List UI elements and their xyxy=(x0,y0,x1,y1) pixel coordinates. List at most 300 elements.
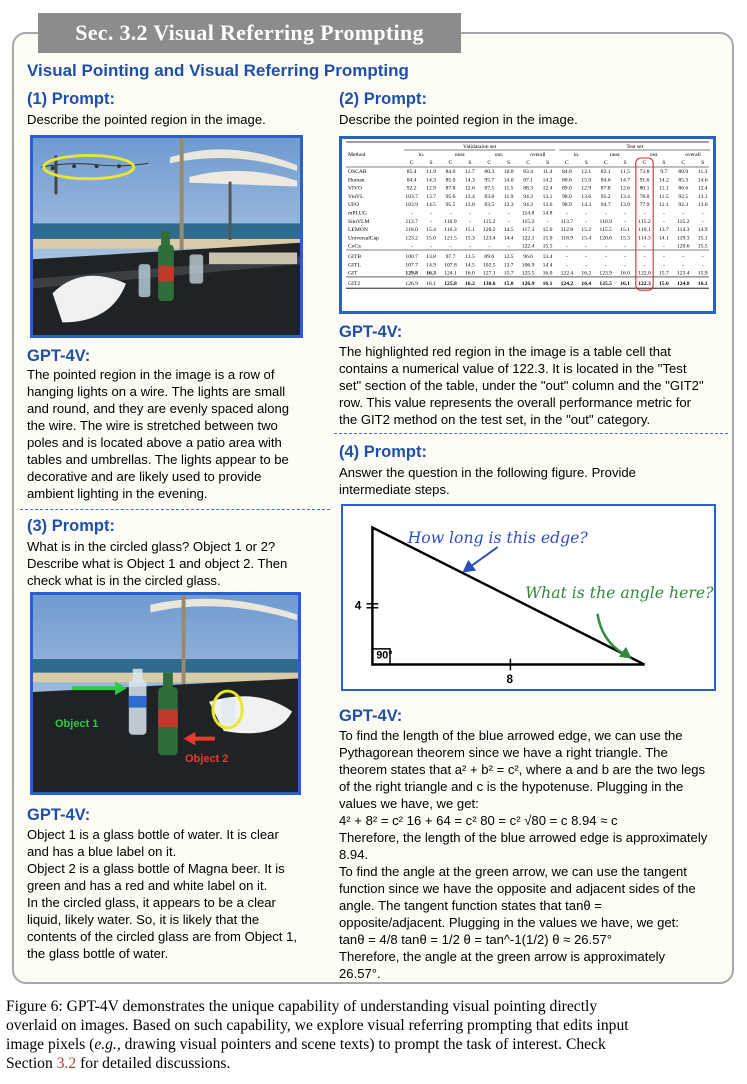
table-metric-header: C xyxy=(526,160,530,166)
answer3-line: the glass bottle of water. xyxy=(27,946,169,961)
table-cell: 15.2 xyxy=(581,227,592,234)
table-cell: 94.7 xyxy=(600,202,611,209)
table-cell: 113.7 xyxy=(560,218,574,225)
table-cell: 96.6 xyxy=(523,254,533,260)
table-cell: 15.5 xyxy=(697,243,708,250)
table-cell: 13.1 xyxy=(542,193,553,200)
divider-left xyxy=(20,509,330,510)
table-cell: - xyxy=(430,243,433,250)
answer3-line: and has a blue label on it. xyxy=(27,844,177,859)
angle-question-text: What is the angle here? xyxy=(525,582,714,602)
answer2-line: the GIT2 method on the test set, in the "out" category. xyxy=(339,412,651,427)
table-cell: - xyxy=(410,243,413,250)
answer4-line: Pythagorean theorem since we have a right triangle. The xyxy=(339,745,668,760)
table-cell: 14.6 xyxy=(697,177,708,184)
table-cell: 16.4 xyxy=(581,280,592,287)
table-cell: 14.2 xyxy=(542,177,553,184)
table-metric-header: S xyxy=(468,160,472,166)
table-cell: - xyxy=(468,210,471,217)
table-cell: - xyxy=(624,218,627,225)
answer4-line: theorem states that a² + b² = c², where a and b are the two legs xyxy=(339,762,706,777)
table-row-label: SimVLM xyxy=(348,218,370,225)
table-metric-header: C xyxy=(487,160,492,166)
table-cell: 122.4 xyxy=(521,243,535,250)
table-metric-header: S xyxy=(507,160,511,166)
table-sub-header: in. xyxy=(418,152,425,158)
table-cell: - xyxy=(604,254,607,260)
table-cell: 14.5 xyxy=(465,262,475,269)
answer1-line: The pointed region in the image is a row of xyxy=(27,367,275,382)
prompt2-text: Describe the pointed region in the image. xyxy=(339,112,578,127)
table-cell: 14.7 xyxy=(620,177,630,184)
table-row-label: GITB xyxy=(348,254,362,260)
table-cell: - xyxy=(624,243,627,250)
table-cell: - xyxy=(662,262,665,269)
table-cell: 13.6 xyxy=(581,193,592,200)
table-cell: 95.5 xyxy=(445,202,456,209)
table-cell: 103.7 xyxy=(405,193,418,200)
section-ref-link[interactable]: 3.2 xyxy=(56,1055,77,1072)
patio-photo-1 xyxy=(30,135,303,338)
table-cell: 15.4 xyxy=(426,227,436,234)
prompt2-title: (2) Prompt: xyxy=(339,90,427,108)
table-cell: 85.3 xyxy=(678,177,689,184)
table-cell: 110.9 xyxy=(599,218,612,225)
section-tab: Sec. 3.2 Visual Referring Prompting xyxy=(38,13,461,53)
table-cell: 107.8 xyxy=(444,262,457,269)
answer4-line: angle. The tangent function states that tanθ = xyxy=(339,898,602,913)
table-cell: 15.3 xyxy=(465,235,475,242)
table-cell: 92.2 xyxy=(406,185,417,192)
table-cell: 95.2 xyxy=(600,193,611,200)
table-cell: 123.2 xyxy=(405,235,418,242)
table-cell: 12.1 xyxy=(581,169,592,175)
table-cell: 120.6 xyxy=(599,235,612,242)
table-row-label: GIT xyxy=(348,270,358,277)
table-cell: 78.0 xyxy=(639,193,650,200)
prompt4-line: Answer the question in the following figure. Provide xyxy=(339,465,636,480)
table-cell: - xyxy=(585,210,588,217)
table-cell: 73.8 xyxy=(639,169,650,175)
table-cell: 16.2 xyxy=(581,270,592,277)
answer3-line: contents of the circled glass are from Object 1, xyxy=(27,929,298,944)
table-cell: 124.8 xyxy=(677,280,690,287)
table-cell: - xyxy=(585,218,588,225)
prompt3-text xyxy=(27,538,287,589)
table-cell: 10.0 xyxy=(503,169,514,175)
table-cell: 15.0 xyxy=(581,177,592,184)
table-cell: 15.6 xyxy=(659,280,669,287)
answer2-line: row. This value represents the overall performance metric for xyxy=(339,395,691,410)
table-cell: 123.9 xyxy=(599,270,612,277)
table-sub-header: out. xyxy=(494,152,504,158)
caption-text: , drawing visual pointers and scene texts) to prompt the task of interest. Check xyxy=(116,1036,606,1053)
answer4-line: 26.57°. xyxy=(339,966,381,981)
table-cell: 16.1 xyxy=(542,280,553,287)
table-cell: 89.6 xyxy=(484,254,495,260)
table-cell: - xyxy=(682,210,685,217)
table-cell: - xyxy=(701,262,704,269)
table-cell: - xyxy=(449,210,452,217)
table-cell: 16.1 xyxy=(426,280,436,287)
table-cell: - xyxy=(507,218,510,225)
table-row-label: UniversalCap xyxy=(348,235,379,242)
answer1-line: poles and is located above a patio area with xyxy=(27,435,282,450)
table-cell: 126.9 xyxy=(405,280,418,287)
table-cell: 126.9 xyxy=(521,280,535,287)
answer4-line: values we have, we get: xyxy=(339,796,479,811)
table-cell: - xyxy=(624,254,627,260)
table-cell: 11.9 xyxy=(503,193,514,200)
table-cell: 84.6 xyxy=(600,177,611,184)
table-cell: 12.5 xyxy=(503,254,514,260)
table-cell: 107.7 xyxy=(405,262,418,269)
table-cell: 14.9 xyxy=(426,262,436,269)
table-cell: - xyxy=(662,218,665,225)
answer3-title: GPT-4V: xyxy=(27,806,91,824)
caption-eg: e.g. xyxy=(94,1036,117,1053)
prompt4-line: intermediate steps. xyxy=(339,482,450,497)
table-sub-header: overall xyxy=(530,152,546,158)
table-cell: 14.2 xyxy=(659,177,669,184)
prompt3-line: check what is in the circled glass. xyxy=(27,573,221,588)
caption-text: for detailed discussions. xyxy=(76,1055,231,1072)
table-cell: 88.3 xyxy=(523,185,533,192)
table-cell: - xyxy=(624,262,627,269)
prompt4-title: (4) Prompt: xyxy=(339,443,427,461)
table-cell: 125.5 xyxy=(521,270,535,277)
table-sub-header: in. xyxy=(573,152,580,158)
table-cell: - xyxy=(662,210,665,217)
table-cell: 121.5 xyxy=(444,235,457,242)
table-cell: 16.1 xyxy=(620,280,630,287)
table-cell: 89.0 xyxy=(562,185,572,192)
table-cell: 102.5 xyxy=(483,262,496,269)
table-cell: 113.7 xyxy=(405,218,418,225)
table-cell: 106.9 xyxy=(521,262,535,269)
table-cell: 103.9 xyxy=(405,202,418,209)
table-cell: - xyxy=(604,243,607,250)
table-metric-header: S xyxy=(623,160,627,166)
table-metric-header: S xyxy=(701,160,705,166)
table-cell: 14.4 xyxy=(503,235,514,242)
answer4-line: 8.94. xyxy=(339,847,369,862)
table-cell: 123.4 xyxy=(677,270,690,277)
answer1-line: ambient lighting in the evening. xyxy=(27,486,208,501)
table-metric-header: S xyxy=(429,160,433,166)
table-cell: - xyxy=(662,243,665,250)
answer2-title: GPT-4V: xyxy=(339,323,403,341)
table-cell: 13.9 xyxy=(620,202,630,209)
table-cell: - xyxy=(546,218,549,225)
table-cell: 129.8 xyxy=(405,270,418,277)
table-row-label: Human xyxy=(348,177,365,184)
table-cell: 11.5 xyxy=(659,193,669,200)
table-metric-header: C xyxy=(409,160,414,166)
caption-line xyxy=(6,1035,736,1054)
table-cell: - xyxy=(449,243,452,250)
caption-line xyxy=(6,1054,736,1073)
table-cell: 114.3 xyxy=(677,227,690,234)
answer2-line: contains a numerical value of 122.3. It is located in the "Test xyxy=(339,361,687,376)
table-row-label: VinVL xyxy=(348,193,364,200)
table-sub-header: near. xyxy=(454,152,466,158)
table-cell: 12.3 xyxy=(503,202,514,209)
table-cell: 15.0 xyxy=(542,235,553,242)
table-cell: 85.4 xyxy=(406,169,417,175)
answer1-text xyxy=(27,366,327,502)
table-cell: 115.5 xyxy=(599,227,612,234)
prompt1-title: (1) Prompt: xyxy=(27,90,115,108)
table-row-label: GITL xyxy=(348,262,361,269)
table-cell: 16.0 xyxy=(465,270,475,277)
answer3-line: green and has a red and white label on it. xyxy=(27,878,268,893)
table-cell: 13.1 xyxy=(697,193,708,200)
object2-label: Object 2 xyxy=(185,753,229,765)
answer1-line: decorative and are likely used to provide xyxy=(27,469,262,484)
answer4-line: 4² + 8² = c² 16 + 64 = c² 80 = c² √80 = c 8.94 ≈ c xyxy=(339,813,618,828)
table-row-label: GIT2 xyxy=(348,280,361,287)
table-row-label: VIVO xyxy=(348,185,362,192)
table-cell: 13.4 xyxy=(542,254,553,260)
table-cell: 115.2 xyxy=(521,218,535,225)
table-cell: - xyxy=(643,243,646,250)
table-cell: 87.5 xyxy=(484,185,495,192)
table-cell: 80.1 xyxy=(639,185,650,192)
table-cell: 11.1 xyxy=(659,185,669,192)
table-metric-header: S xyxy=(662,160,666,166)
table-cell: 118.0 xyxy=(405,227,418,234)
table-cell: 87.8 xyxy=(600,185,611,192)
table-cell: 13.5 xyxy=(465,254,475,260)
table-cell: 123.4 xyxy=(483,235,496,242)
table-cell: 13.7 xyxy=(659,227,669,234)
main-heading: Visual Pointing and Visual Referring Prompting xyxy=(27,61,409,80)
answer4-text xyxy=(339,727,729,982)
side-vertical-label: 4 xyxy=(354,599,362,613)
edge-question-text: How long is this edge? xyxy=(407,528,588,548)
table-cell: 14.5 xyxy=(503,227,514,234)
prompt1-text: Describe the pointed region in the image. xyxy=(27,112,266,127)
table-cell: - xyxy=(585,262,588,269)
table-metric-header: S xyxy=(545,160,550,166)
table-cell: 125.5 xyxy=(599,280,612,287)
table-cell: - xyxy=(507,243,510,250)
table-cell: 12.9 xyxy=(581,185,592,192)
table-cell: 14.3 xyxy=(465,177,475,184)
answer1-title: GPT-4V: xyxy=(27,347,91,365)
table-cell: - xyxy=(488,243,491,250)
table-group-header: Test set xyxy=(626,144,644,150)
table-sub-header: near. xyxy=(610,152,621,158)
answer1-line: tables and umbrellas. The lights appear to be xyxy=(27,452,289,467)
table-cell: 124.2 xyxy=(560,280,574,287)
table-cell: 15.9 xyxy=(697,270,708,277)
table-cell: 12.4 xyxy=(542,185,553,192)
prompt3-title: (3) Prompt: xyxy=(27,517,115,535)
table-cell: - xyxy=(507,210,510,217)
table-cell: 15.0 xyxy=(426,235,436,242)
table-cell: 11.5 xyxy=(503,185,514,192)
table-cell: 16.2 xyxy=(465,280,475,287)
table-row-label: CoCa xyxy=(348,243,361,250)
table-cell: - xyxy=(410,210,413,217)
table-cell: 12.6 xyxy=(465,185,475,192)
table-cell: 80.9 xyxy=(678,169,689,175)
table-sub-header: out. xyxy=(649,152,659,158)
table-cell: 14.3 xyxy=(426,177,436,184)
table-cell: 85.0 xyxy=(445,177,456,184)
table-cell: 120.2 xyxy=(483,227,496,234)
prompt3-line: What is in the circled glass? Object 1 or 2? xyxy=(27,539,276,554)
table-cell: 13.7 xyxy=(426,193,436,200)
table-cell: 94.3 xyxy=(523,202,533,209)
caption-line: overlaid on images. Based on such capability, we explore visual referring prompting that edits input xyxy=(6,1017,629,1034)
prompt4-text xyxy=(339,464,636,498)
table-sub-header: overall xyxy=(685,152,701,158)
table-cell: 87.8 xyxy=(445,185,456,192)
table-cell: 124.1 xyxy=(444,270,457,277)
answer4-line: Therefore, the length of the blue arrowed edge is approximately xyxy=(339,830,708,845)
table-cell: 94.3 xyxy=(523,193,533,200)
table-cell: 11.3 xyxy=(697,169,708,175)
table-metric-header: C xyxy=(448,160,453,166)
table-cell: 9.7 xyxy=(660,169,668,175)
table-cell: - xyxy=(701,218,704,225)
table-cell: 11.7 xyxy=(465,169,475,175)
table-cell: 14.0 xyxy=(503,177,514,184)
table-cell: 80.3 xyxy=(484,169,495,175)
table-cell: 80.6 xyxy=(562,177,572,184)
table-cell: 114.3 xyxy=(638,235,651,242)
table-cell: 100.7 xyxy=(405,254,418,260)
answer4-line: To find the angle at the green arrow, we can use the tangent xyxy=(339,864,687,879)
table-cell: 15.4 xyxy=(581,235,592,242)
answer1-line: and round, and they are evenly spaced along xyxy=(27,401,290,416)
table-cell: - xyxy=(701,210,704,217)
patio-photo-2 xyxy=(30,592,301,795)
table-cell: - xyxy=(585,254,588,260)
caption-text: image pixels ( xyxy=(6,1036,95,1053)
table-cell: 110.1 xyxy=(638,227,651,234)
table-cell: 12.1 xyxy=(659,202,669,209)
table-cell: 11.5 xyxy=(620,169,630,175)
table-cell: 13.6 xyxy=(542,202,553,209)
table-cell: 95.7 xyxy=(484,177,495,184)
table-cell: 15.0 xyxy=(542,227,553,234)
table-cell: 122.3 xyxy=(638,280,651,287)
table-cell: 84.0 xyxy=(445,169,456,175)
answer1-line: the wire. The wire is stretched between two xyxy=(27,418,278,433)
answer4-line: To find the length of the blue arrowed edge, we can use the xyxy=(339,728,683,743)
answer4-line: tanθ = 4/8 tanθ = 1/2 θ = tan^-1(1/2) θ ≈ 26.57° xyxy=(339,932,612,947)
table-cell: 95.6 xyxy=(445,193,456,200)
table-cell: 116.3 xyxy=(444,227,457,234)
table-cell: 15.1 xyxy=(697,235,708,242)
answer4-line: function since we have the opposite and adjacent sides of the xyxy=(339,881,696,896)
table-cell: 14.9 xyxy=(697,227,708,234)
edge-arrow-blue xyxy=(470,547,497,567)
table-cell: - xyxy=(604,262,607,269)
answer3-line: Object 2 is a glass bottle of Magna beer. It is xyxy=(27,861,285,876)
table-cell: 15.5 xyxy=(542,243,553,250)
table-cell: - xyxy=(430,210,433,217)
answer1-line: hanging lights on a wire. The lights are small xyxy=(27,384,286,399)
table-cell: 84.4 xyxy=(406,177,417,184)
table-cell: 12.4 xyxy=(697,185,708,192)
table-cell: 16.0 xyxy=(542,270,553,277)
table-cell: 77.9 xyxy=(639,202,650,209)
table-cell: 16.1 xyxy=(697,280,708,287)
table-cell: 16.3 xyxy=(426,270,436,277)
table-metric-header: S xyxy=(584,160,588,166)
caption-line: Figure 6: GPT-4V demonstrates the unique capability of understanding visual pointing directly xyxy=(6,998,598,1015)
table-cell: - xyxy=(488,210,491,217)
table-cell: 12.6 xyxy=(620,185,630,192)
answer3-line: In the circled glass, it appears to be a clear xyxy=(27,895,276,910)
table-cell: 92.5 xyxy=(678,193,689,200)
table-cell: - xyxy=(430,218,433,225)
table-cell: 83.5 xyxy=(484,202,495,209)
right-angle-label: 90° xyxy=(376,649,393,662)
side-horizontal-label: 8 xyxy=(506,673,514,687)
table-cell: - xyxy=(468,243,471,250)
divider-right xyxy=(334,433,728,434)
answer4-line: of the right triangle and c is the hypotenuse. Plugging in the xyxy=(339,779,684,794)
table-metric-header: C xyxy=(642,160,647,166)
triangle-figure xyxy=(341,504,716,691)
table-cell: 82.1 xyxy=(600,169,611,175)
table-cell: 15.3 xyxy=(620,235,630,242)
table-cell: 86.6 xyxy=(678,185,689,192)
table-cell: 98.0 xyxy=(562,193,572,200)
table-cell: 83.4 xyxy=(523,169,533,175)
table-cell: 122.0 xyxy=(638,270,651,277)
table-cell: 98.9 xyxy=(562,202,572,209)
table-cell: 115.2 xyxy=(677,218,690,225)
table-cell: 115.2 xyxy=(483,218,496,225)
table-cell: - xyxy=(565,243,568,250)
table-cell: 122.1 xyxy=(521,235,535,242)
table-cell: 15.1 xyxy=(620,227,630,234)
table-cell: 115.2 xyxy=(638,218,651,225)
table-cell: 13.6 xyxy=(697,202,708,209)
table-cell: 117.3 xyxy=(521,227,535,234)
table-cell: 14.8 xyxy=(542,210,553,217)
table-cell: 125.8 xyxy=(444,280,457,287)
table-cell: 14.3 xyxy=(581,202,592,209)
answer4-title: GPT-4V: xyxy=(339,707,403,725)
table-method-header: Method xyxy=(348,152,366,158)
table-cell: 13.8 xyxy=(426,254,436,260)
table-cell: - xyxy=(604,210,607,217)
table-cell: 114.8 xyxy=(521,210,535,217)
table-cell: - xyxy=(565,254,568,260)
answer3-text xyxy=(27,826,327,962)
table-cell: 87.1 xyxy=(523,177,533,184)
table-cell: 112.8 xyxy=(560,227,574,234)
table-row-label: OSCAR xyxy=(348,169,367,175)
table-cell: 92.3 xyxy=(678,202,689,209)
table-cell: 119.3 xyxy=(677,235,690,242)
answer3-line: liquid, likely water. So, it is likely that the xyxy=(27,912,260,927)
triangle-svg xyxy=(343,506,714,689)
results-table-svg xyxy=(342,139,713,311)
table-cell: 11.4 xyxy=(542,169,553,175)
table-cell: 15.7 xyxy=(503,270,514,277)
table-cell: 13.8 xyxy=(465,202,475,209)
table-cell: 83.8 xyxy=(484,193,495,200)
